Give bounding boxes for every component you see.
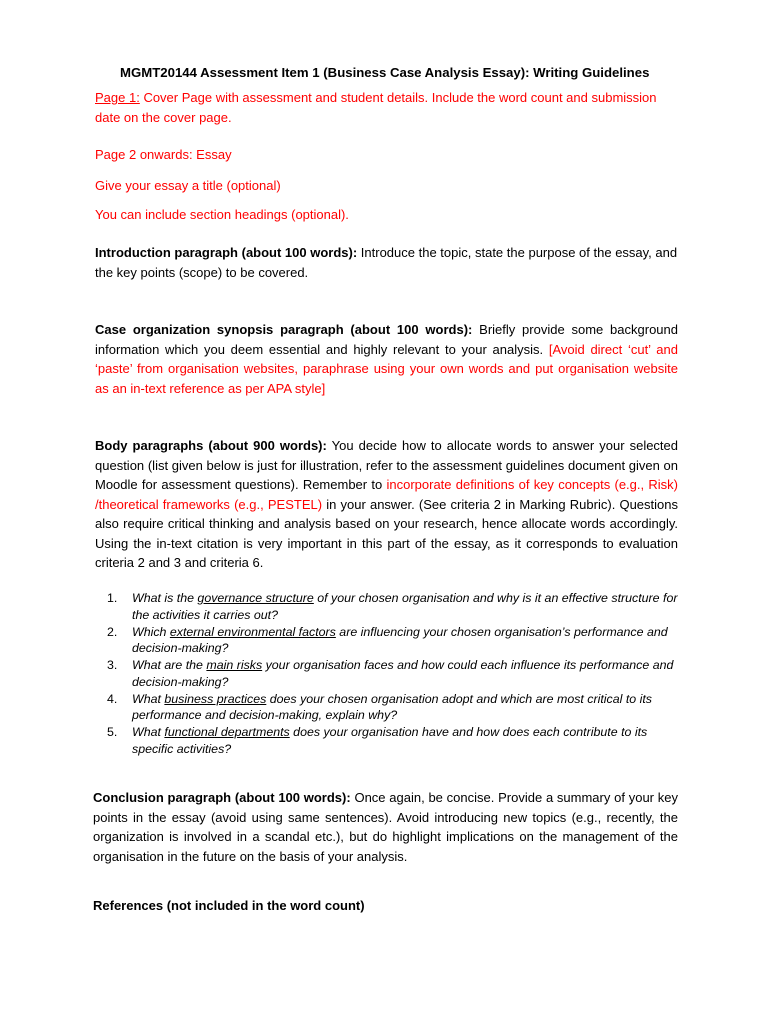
- synopsis-label: Case organization synopsis paragraph (about 100 words):: [95, 322, 473, 337]
- question-text: Which: [132, 624, 170, 639]
- section-headings-instruction: You can include section headings (optional).: [95, 207, 349, 222]
- body-text-1: You decide how to allocate words to answer your selected question (list given below is just for illustration, refer to the assessment guidelines document given on Moodle for assessment questions). Remember to: [95, 438, 679, 492]
- page1-label: Page 1:: [95, 90, 140, 105]
- question-number: 2.: [107, 624, 118, 639]
- question-number: 1.: [107, 591, 118, 605]
- references-heading: References (not included in the word count): [93, 898, 365, 913]
- synopsis-text: Briefly provide some background information which you deem essential and highly relevant to your analysis.: [95, 322, 678, 357]
- essay-title-instruction: Give your essay a title (optional): [95, 178, 281, 193]
- document-title: MGMT20144 Assessment Item 1 (Business Case Analysis Essay): Writing Guidelines: [120, 65, 650, 80]
- intro-paragraph-guideline: [95, 243, 678, 282]
- synopsis-warning: [Avoid direct ‘cut’ and ‘paste’ from organisation websites, paraphrase using your own words and put organisation website as an in-text reference as per APA style]: [95, 341, 678, 396]
- question-text: What are the: [132, 658, 207, 672]
- list-item: [95, 590, 678, 623]
- question-key-term: functional departments: [164, 725, 290, 739]
- page2-instruction: Page 2 onwards: Essay: [95, 147, 232, 162]
- list-item: [95, 724, 678, 757]
- question-text: does your chosen organisation adopt and which are most critical to its performance and decision-making, explain why?: [132, 691, 653, 722]
- question-key-term: main risks: [206, 658, 263, 672]
- question-key-term: business practices: [164, 691, 267, 706]
- body-paragraphs-guideline: [95, 436, 678, 573]
- body-label: Body paragraphs (about 900 words):: [95, 438, 327, 453]
- question-text: What: [132, 725, 165, 739]
- question-number: 5.: [107, 725, 118, 739]
- list-item: [95, 624, 678, 657]
- question-text: does your organisation have and how does each contribute to its specific activities?: [132, 725, 648, 756]
- question-text: What is the: [132, 591, 198, 605]
- question-text: your organisation faces and how could each influence its performance and decision-making?: [132, 658, 674, 689]
- conclusion-text: Once again, be concise. Provide a summary of your key points in the essay (avoid using same sentences). Avoid introducing new topics (e.g., recently, the organization is involved in a scandal etc.), but do highlight implications on the management of the organisation in the future on the basis of your analysis.: [93, 790, 678, 864]
- question-list: [95, 590, 678, 758]
- page1-instruction: [95, 88, 678, 127]
- list-item: [95, 657, 678, 690]
- intro-label: Introduction paragraph (about 100 words):: [95, 245, 358, 260]
- question-text: What: [132, 691, 165, 706]
- question-key-term: external environmental factors: [169, 624, 336, 639]
- list-item: [95, 691, 678, 724]
- synopsis-paragraph-guideline: [95, 320, 678, 398]
- intro-text: Introduce the topic, state the purpose of the essay, and the key points (scope) to be covered.: [95, 245, 678, 280]
- question-key-term: governance structure: [197, 591, 314, 605]
- question-text: are influencing your chosen organisation’s performance and decision-making?: [132, 624, 668, 655]
- question-number: 3.: [107, 658, 118, 672]
- question-number: 4.: [107, 691, 118, 706]
- body-definitions-note: incorporate definitions of key concepts (e.g., Risk) /theoretical frameworks (e.g., PESTEL): [95, 477, 678, 512]
- page1-text: Cover Page with assessment and student details. Include the word count and submission date on the cover page.: [95, 90, 657, 125]
- question-text: of your chosen organisation and why is it an effective structure for the activities it carries out?: [132, 591, 678, 622]
- conclusion-label: Conclusion paragraph (about 100 words):: [93, 790, 351, 805]
- body-text-2: in your answer. (See criteria 2 in Marking Rubric). Questions also require critical thinking and analysis based on your research, hence allocate words accordingly. Using the in-text citation is very important in this part of the essay, as it corresponds to evaluation criteria 2 and 3 and criteria 6.: [95, 496, 678, 570]
- conclusion-paragraph-guideline: [93, 788, 678, 866]
